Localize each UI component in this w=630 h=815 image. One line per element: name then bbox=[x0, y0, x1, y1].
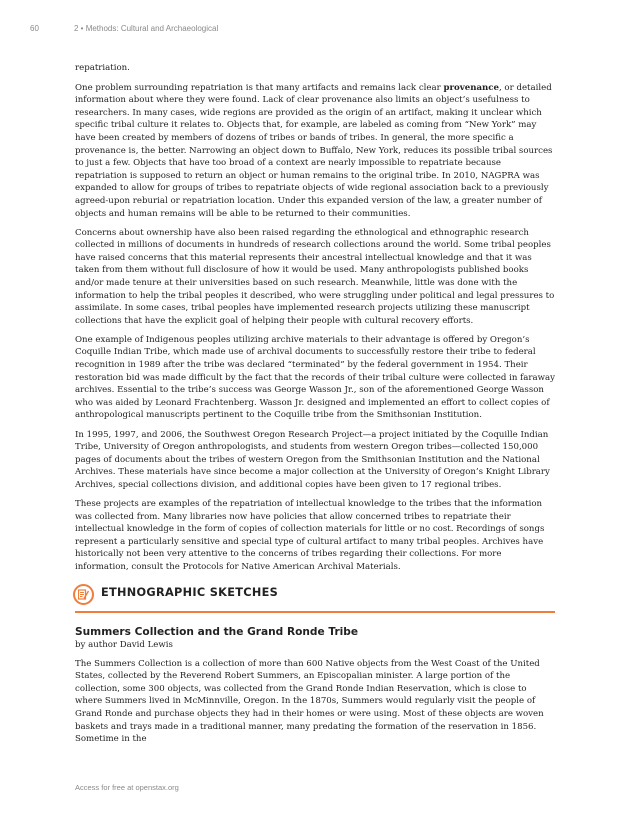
paragraph-ownership: Concerns about ownership have also been raised regarding the ethnological and ethnographic research collected in millions of documents in hundreds of research collections around the world. Some tribal peoples have raised concerns that this material represents their ancestral intellectual knowledge and that it was taken from them without full disclosure of how it would be used. Many anthropologists published books and/or made tenure at their universities based on such research. Meanwhile, little was done with the information to help the tribal peoples it described, who were struggling under political and legal pressures to assimilate. In some cases, tribal peoples have implemented research projects utilizing these manuscript collections that have the explicit goal of helping their people with cultural recovery efforts. bbox=[75, 227, 555, 326]
ethnographic-sketches-icon bbox=[73, 584, 94, 605]
paragraph-text: One problem surrounding repatriation is that many artifacts and remains lack clear bbox=[75, 82, 444, 93]
feature-title: Summers Collection and the Grand Ronde Tribe bbox=[75, 625, 359, 638]
paragraph-continued: repatriation. bbox=[75, 63, 130, 73]
feature-paragraph: The Summers Collection is a collection of more than 600 Native objects from the West Coast of the United States, collected by the Reverend Robert Summers, an Episcopalian minister. A large portion of the collection, some 300 objects, was collected from the Grand Ronde Indian Reservation, which is close to where Summers lived in McMinnville, Oregon. In the 1870s, Summers would regularly visit the people of Grand Ronde and purchase objects they had in their homes or were using. Most of these objects are woven baskets and trays made in a traditional manner, many predating the formation of the reservation in 1856. Sometime in the bbox=[75, 658, 544, 745]
key-term-provenance: provenance bbox=[443, 82, 499, 93]
paragraph-coquille: One example of Indigenous peoples utilizing archive materials to their advantage is offered by Oregon’s Coquille Indian Tribe, which made use of archival documents to successfully restore their tribe to federal recognition in 1989 after the tribe was declared “terminated” by the federal government in 1954. Their restoration bid was made difficult by the fact that the records of their tribal culture were collected in faraway archives. Essential to the tribe’s success was George Wasson Jr., son of the aforementioned George Wasson who was aided by Leonard Frachtenberg. Wasson Jr. designed and implemented an effort to collect copies of anthropological manuscripts pertinent to the Coquille tribe from the Smithsonian Institution. bbox=[75, 334, 555, 421]
paragraph-sorp: In 1995, 1997, and 2006, the Southwest Oregon Research Project—a project initiated by the Coquille Indian Tribe, University of Oregon anthropologists, and students from western Oregon tribes—collected 150,000 pages of documents about the tribes of western Oregon from the Smithsonian Institution and the National Archives. These materials have since become a major collection at the University of Oregon’s Knight Library Archives, special collections division, and additional copies have been given to 17 regional tribes. bbox=[75, 429, 550, 490]
feature-byline: by author David Lewis bbox=[75, 639, 173, 650]
footer: Access for free at openstax.org bbox=[75, 783, 179, 792]
paragraph-text: , or detailed information about where they were found. Lack of clear provenance also limits an object’s usefulness to researchers. In many cases, wide regions are provided as the origin of an artifact, making it unclear which specific tribal culture it relates to. Objects that, for example, are labeled as coming from “New York” may have been created by members of dozens of tribes or bands of tribes. In general, the more specific a provenance is, the better. Narrowing an object down to Buffalo, New York, reduces its possible tribal sources to just a few. Objects that have too broad of a context are nearly impossible to repatriate because repatriation is supposed to return an object or human remains to the original tribe. In 2010, NAGPRA was expanded to allow for groups of tribes to repatriate objects of wide regional association back to a previously agreed-upon reburial or repatriation location. Under this expanded version of the law, a greater number of objects and human remains will be able to be returned to their communities. bbox=[75, 82, 553, 219]
paragraph-provenance bbox=[75, 82, 555, 221]
running-head bbox=[30, 24, 600, 33]
section-label: ETHNOGRAPHIC SKETCHES bbox=[101, 585, 279, 599]
feature-section-header bbox=[75, 587, 555, 613]
page-number: 60 bbox=[30, 24, 39, 33]
chapter-title: 2 • Methods: Cultural and Archaeological bbox=[74, 24, 219, 33]
paragraph-intellectual-knowledge: These projects are examples of the repatriation of intellectual knowledge to the tribes that the information was collected from. Many libraries now have policies that allow concerned tribes to repatriate their intellectual knowledge in the form of copies of collection materials for little or no cost. Recordings of songs represent a particularly sensitive and special type of cultural artifact to many tribal peoples. Archives have historically not been very attentive to the concerns of tribes regarding their collections. For more information, consult the Protocols for Native American Archival Materials. bbox=[75, 499, 545, 572]
page-content bbox=[75, 62, 555, 752]
